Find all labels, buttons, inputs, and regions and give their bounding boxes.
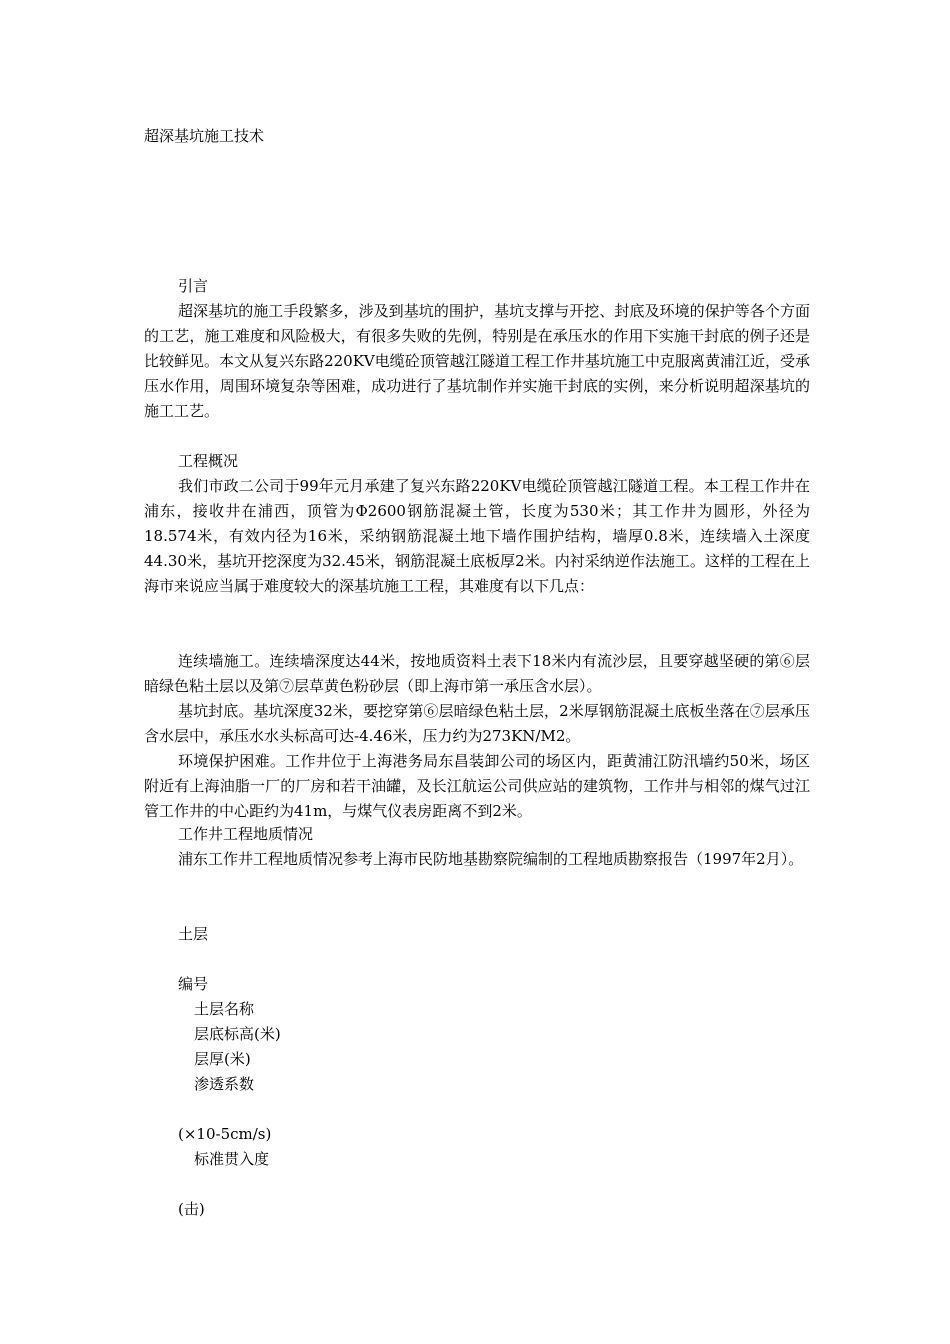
intro-paragraph <box>144 299 810 424</box>
overview-text: 我们市政二公司于99年元月承建了复兴东路220KV电缆砼顶管越江隧道工程。本工程工作井在浦东，接收井在浦西，顶管为Φ2600钢筋混凝土管，长度为530米；其工作井为圆形，外径为18.574米，有效内径为16米，采纳钢筋混凝土地下墙作围护结构，墙厚0.8米，连续墙入土深度44.30米，基坑开挖深度为32.45米，钢筋混凝土底板厚2米。内衬采纳逆作法施工。这样的工程在上海市来说应当属于难度较大的深基坑施工工程，其难度有以下几点： <box>144 477 810 595</box>
column-header-number: 编号 <box>178 975 209 993</box>
difficulty-item-2: 基坑封底。基坑深度32米，要挖穿第⑥层暗绿色粘土层，2米厚钢筋混凝土底板坐落在⑦层承压含水层中，承压水水头标高可达-4.46米，压力约为273KN/M2。 <box>144 702 810 745</box>
column-header-name: 土层名称 <box>194 1000 255 1018</box>
intro-text: 超深基坑的施工手段繁多，涉及到基坑的围护，基坑支撑与开挖、封底及环境的保护等各个方面的工艺，施工难度和风险极大，有很多失败的先例，特别是在承压水的作用下实施干封底的例子还是比较鲜见。本文从复兴东路220KV电缆砼顶管越江隧道工程工作井基坑施工中克服离黄浦江近，受承压水作用，周围环境复杂等困难，成功进行了基坑制作并实施干封底的实例，来分析说明超深基坑的施工工艺。 <box>144 302 810 420</box>
column-header-thickness: 层厚(米) <box>194 1050 251 1068</box>
overview-paragraph <box>144 474 810 599</box>
difficulty-item-3: 环境保护困难。工作井位于上海港务局东昌装卸公司的场区内，距黄浦江防汛墙约50米，场区附近有上海油脂一厂的厂房和若干油罐，及长江航运公司供应站的建筑物，工作井与相邻的煤气过江管工作井的中心距约为41m，与煤气仪表房距离不到2米。 <box>144 752 810 820</box>
column-header-spt: 标准贯入度 <box>194 1150 270 1168</box>
difficulty-item-1: 连续墙施工。连续墙深度达44米，按地质资料土表下18米内有流沙层，且要穿越坚硬的第⑥层暗绿色粘土层以及第⑦层草黄色粉砂层（即上海市第一承压含水层）。 <box>144 652 810 695</box>
difficulty-list <box>144 649 810 824</box>
geology-text: 浦东工作井工程地质情况参考上海市民防地基勘察院编制的工程地质勘察报告（1997年2月）。 <box>178 850 804 868</box>
column-header-permeability: 渗透系数 <box>194 1075 255 1093</box>
geology-heading: 工作井工程地质情况 <box>178 825 314 843</box>
column-header-spt-unit: (击) <box>178 1200 205 1218</box>
column-header-permeability-unit: (×10-5cm/s) <box>178 1125 272 1143</box>
column-header-bottom-elevation: 层底标高(米) <box>194 1025 281 1043</box>
geology-paragraph <box>144 847 810 872</box>
document-title: 超深基坑施工技术 <box>144 127 265 145</box>
table-caption: 土层 <box>178 925 209 943</box>
intro-heading: 引言 <box>178 277 209 295</box>
overview-heading: 工程概况 <box>178 452 239 470</box>
